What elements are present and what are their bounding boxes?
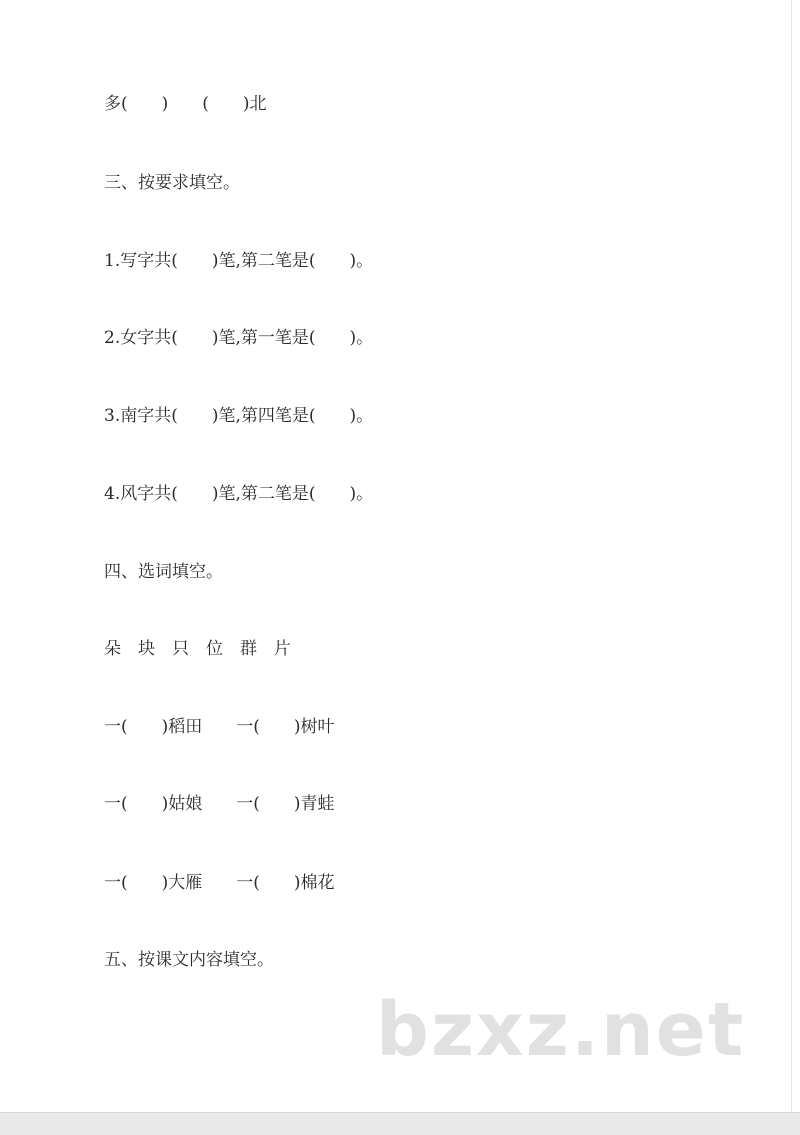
section-heading-5: 五、按课文内容填空。 <box>104 950 274 970</box>
stroke-question-3: 3.南字共( )笔,第四笔是( )。 <box>104 406 374 426</box>
stroke-question-4: 4.风字共( )笔,第二笔是( )。 <box>104 484 374 504</box>
site-watermark: bzxz.net <box>376 987 746 1073</box>
word-choices: 朵 块 只 位 群 片 <box>104 639 291 659</box>
page-bottom-divider <box>0 1112 800 1135</box>
fill-blank-row-3: 一( )大雁 一( )棉花 <box>104 873 335 893</box>
section-heading-4: 四、选词填空。 <box>104 562 223 582</box>
exercise-line-opposites: 多( ) ( )北 <box>104 94 267 114</box>
section-heading-3: 三、按要求填空。 <box>104 173 240 193</box>
fill-blank-row-1: 一( )稻田 一( )树叶 <box>104 717 335 737</box>
fill-blank-row-2: 一( )姑娘 一( )青蛙 <box>104 794 335 814</box>
stroke-question-1: 1.写字共( )笔,第二笔是( )。 <box>104 251 374 271</box>
stroke-question-2: 2.女字共( )笔,第一笔是( )。 <box>104 328 374 348</box>
